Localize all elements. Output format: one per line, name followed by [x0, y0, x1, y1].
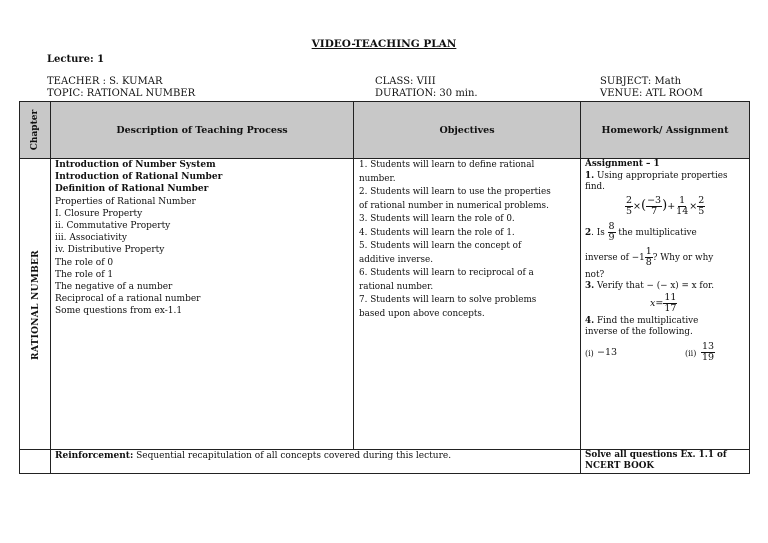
question-2-number: 2	[585, 227, 592, 238]
fraction	[663, 293, 677, 314]
description-item: Properties of Rational Number	[55, 196, 196, 207]
part-ii-label: (ii)	[685, 348, 697, 358]
duration-label: DURATION: 30 min.	[375, 88, 478, 99]
fraction	[701, 342, 715, 363]
fraction	[697, 196, 705, 217]
reinforcement-label: Reinforcement:	[55, 451, 134, 461]
question-2	[585, 222, 748, 243]
question-2-line-3: not?	[585, 269, 605, 280]
description-item: The role of 0	[55, 257, 114, 268]
question-3-number: 3.	[585, 281, 595, 291]
objective-line: based upon above concepts.	[359, 308, 485, 319]
description-item: Reciprocal of a rational number	[55, 294, 201, 305]
numerator: 1	[679, 194, 686, 206]
objective-line: 5. Students will learn the concept of	[359, 241, 522, 251]
page-title: VIDEO-TEACHING PLAN	[311, 38, 457, 50]
teacher-label: TEACHER : S. KUMAR	[47, 76, 163, 87]
denominator: 14	[676, 205, 689, 217]
mixed-number-whole: −1	[631, 252, 645, 263]
description-heading-2: Introduction of Rational Number	[55, 172, 223, 183]
question-3	[585, 281, 748, 293]
question-3-expression: x= $\frac{11}{17}$	[650, 291, 677, 314]
question-4-parts	[585, 342, 748, 368]
description-heading-3: Definition of Rational Number	[55, 184, 209, 195]
footer-homework-line-1: Solve all questions Ex. 1.1 of	[585, 450, 727, 460]
question-1-text: Using appropriate properties	[594, 170, 728, 181]
description-heading-1: Introduction of Number System	[55, 160, 216, 170]
denominator: 8	[645, 256, 652, 268]
fraction	[675, 196, 689, 217]
denominator: 7	[651, 205, 658, 217]
objective-line: 1. Students will learn to define rational	[359, 160, 535, 170]
numerator: 8	[608, 220, 615, 232]
question-2-line-2	[585, 247, 748, 268]
table-border-right	[749, 101, 750, 474]
chapter-header-label: Chapter	[30, 109, 41, 151]
class-label: CLASS: VIII	[375, 76, 436, 87]
numerator: 11	[664, 291, 677, 303]
objectives-header: Objectives	[439, 124, 495, 136]
question-1-number: 1.	[585, 170, 595, 181]
numerator: −3	[647, 194, 662, 206]
objective-line: 7. Students will learn to solve problems	[359, 295, 537, 305]
objective-line: 3. Students will learn the role of 0.	[359, 214, 515, 224]
numerator: 1	[645, 245, 652, 257]
denominator: 5	[698, 205, 705, 217]
denominator: 5	[626, 205, 633, 217]
objective-line: 2. Students will learn to use the properties	[359, 187, 551, 197]
variable-x: x	[650, 297, 656, 309]
description-cell	[55, 159, 351, 318]
fraction	[645, 247, 653, 268]
description-item: The role of 1	[55, 269, 114, 280]
objective-line: additive inverse.	[359, 254, 434, 265]
numerator: 13	[702, 340, 715, 352]
lecture-number: Lecture: 1	[47, 54, 105, 65]
question-4-line-2: inverse of the following.	[585, 327, 693, 337]
objective-line: 4. Students will learn the role of 1.	[359, 227, 515, 238]
topic-label: TOPIC: RATIONAL NUMBER	[47, 88, 196, 99]
question-3-text: Verify that − (− x) = x for.	[594, 281, 715, 291]
table-border-bottom	[19, 473, 750, 474]
reinforcement-text: Sequential recapitulation of all concepts covered during this lecture.	[133, 451, 452, 461]
objective-line: of rational number in numerical problems.	[359, 200, 549, 211]
question-4-number: 4.	[585, 315, 595, 326]
fraction	[608, 222, 616, 243]
description-item: iii. Associativity	[55, 233, 127, 244]
objective-line: rational number.	[359, 281, 434, 292]
homework-cell	[585, 159, 748, 368]
fraction	[646, 196, 662, 217]
numerator: 2	[626, 194, 633, 206]
question-2-why-text: ? Why or why	[652, 252, 714, 263]
question-1-expression: $\frac{2}{5}$ ×( $\frac{-3}{7}$ )+ $\frac{1}{14}$ × $\frac{2}{5}$	[626, 194, 705, 217]
objective-line: number.	[359, 173, 396, 184]
part-i-label: (i)	[585, 348, 594, 358]
denominator: 17	[664, 302, 677, 314]
homework-header: Homework/ Assignment	[601, 124, 729, 136]
footer-homework-cell	[585, 450, 748, 472]
question-1-line-2: find.	[585, 182, 605, 192]
objective-line: 6. Students will learn to reciprocal of a	[359, 268, 534, 278]
reinforcement-cell	[55, 450, 575, 462]
footer-homework-line-2: NCERT BOOK	[585, 461, 655, 471]
part-i-value: −13	[597, 346, 618, 358]
question-4-text: Find the multiplicative	[594, 315, 699, 326]
description-item: Some questions from ex-1.1	[55, 306, 183, 317]
question-1	[585, 171, 748, 183]
denominator: 9	[608, 231, 615, 243]
description-item: iv. Distributive Property	[55, 245, 165, 256]
chapter-name: RATIONAL NUMBER	[30, 249, 41, 360]
subject-label: SUBJECT: Math	[600, 76, 682, 87]
description-header: Description of Teaching Process	[116, 124, 288, 136]
objectives-cell	[359, 159, 579, 321]
denominator: 19	[702, 351, 715, 363]
assignment-heading: Assignment – 1	[585, 159, 660, 169]
venue-label: VENUE: ATL ROOM	[600, 88, 703, 99]
chapter-header	[20, 102, 51, 158]
numerator: 2	[698, 194, 705, 206]
question-4	[585, 316, 748, 328]
chapter-name-cell	[20, 160, 51, 449]
question-2-text: . Is	[591, 227, 608, 238]
description-item: The negative of a number	[55, 282, 173, 293]
description-item: I. Closure Property	[55, 208, 143, 219]
question-2-text-end: the multiplicative	[615, 227, 697, 238]
description-item: ii. Commutative Property	[55, 221, 171, 232]
question-2-inverse-text: inverse of	[585, 252, 632, 263]
fraction	[625, 196, 633, 217]
